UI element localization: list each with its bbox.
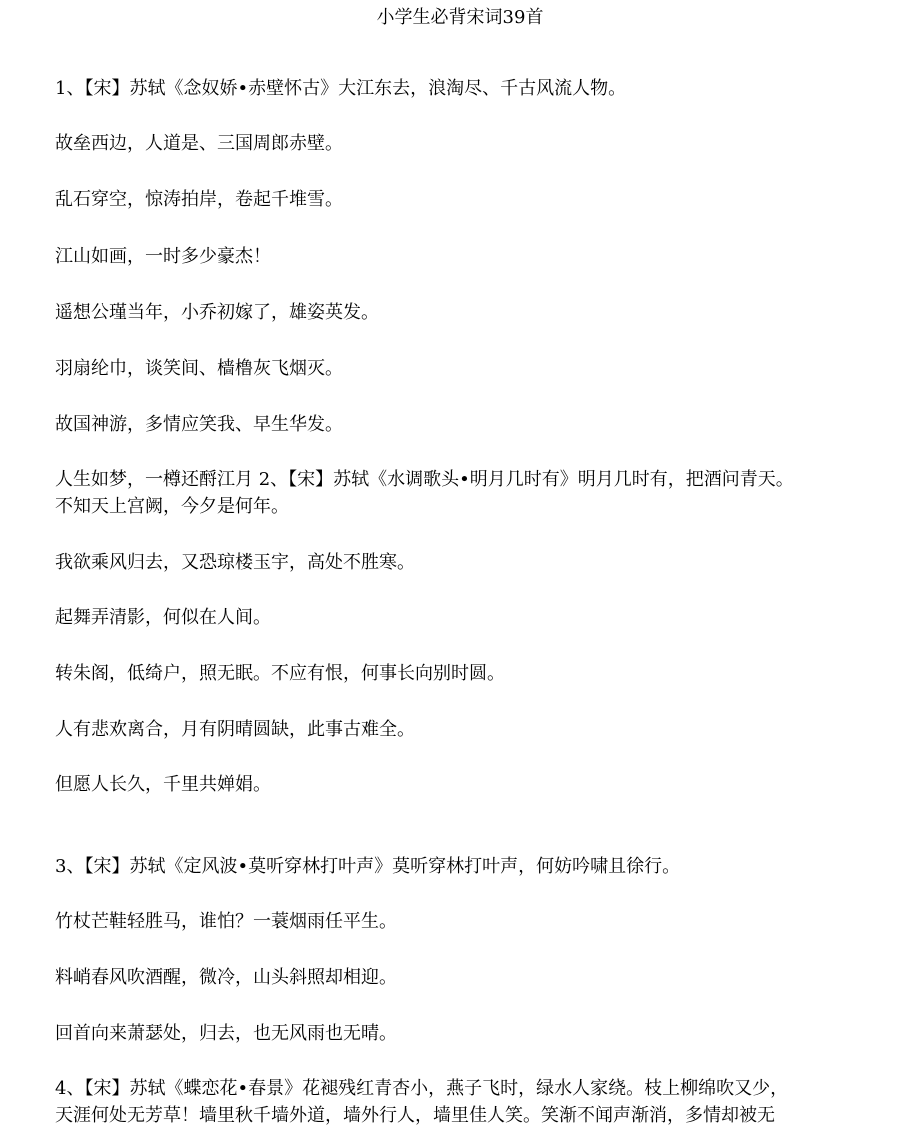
- paragraph: 转朱阁，低绮户，照无眠。不应有恨，何事长向别时圆。: [55, 663, 505, 684]
- paragraph: 回首向来萧瑟处，归去，也无风雨也无晴。: [55, 1023, 397, 1044]
- paragraph: 江山如画，一时多少豪杰！: [55, 246, 271, 267]
- paragraph: 天涯何处无芳草！墙里秋千墙外道，墙外行人，墙里佳人笑。笑渐不闻声渐消，多情却被无: [55, 1105, 775, 1126]
- paragraph: 人有悲欢离合，月有阴晴圆缺，此事古难全。: [55, 719, 415, 740]
- paragraph: 3、【宋】苏轼《定风波•莫听穿林打叶声》莫听穿林打叶声，何妨吟啸且徐行。: [55, 856, 681, 877]
- paragraph: 不知天上宫阙，今夕是何年。: [55, 496, 289, 517]
- paragraph: 乱石穿空，惊涛拍岸，卷起千堆雪。: [55, 189, 343, 210]
- paragraph: 羽扇纶巾，谈笑间、樯橹灰飞烟灭。: [55, 358, 343, 379]
- paragraph: 竹杖芒鞋轻胜马，谁怕？一蓑烟雨任平生。: [55, 911, 397, 932]
- paragraph: 故垒西边，人道是、三国周郎赤壁。: [55, 133, 343, 154]
- paragraph: 我欲乘风归去，又恐琼楼玉宇，高处不胜寒。: [55, 552, 415, 573]
- paragraph: 起舞弄清影，何似在人间。: [55, 607, 271, 628]
- paragraph: 4、【宋】苏轼《蝶恋花•春景》花褪残红青杏小，燕子飞时，绿水人家绕。枝上柳绵吹又少，: [55, 1078, 789, 1099]
- document-title: 小学生必背宋词39首: [376, 7, 544, 28]
- paragraph: 1、【宋】苏轼《念奴娇•赤壁怀古》大江东去，浪淘尽、千古风流人物。: [55, 78, 627, 99]
- paragraph: 但愿人长久，千里共婵娟。: [55, 774, 271, 795]
- paragraph: 遥想公瑾当年，小乔初嫁了，雄姿英发。: [55, 302, 379, 323]
- paragraph: 人生如梦，一樽还酹江月 2、【宋】苏轼《水调歌头•明月几时有》明月几时有，把酒问青天。: [55, 469, 794, 490]
- paragraph: 故国神游，多情应笑我、早生华发。: [55, 414, 343, 435]
- paragraph: 料峭春风吹酒醒，微冷，山头斜照却相迎。: [55, 967, 397, 988]
